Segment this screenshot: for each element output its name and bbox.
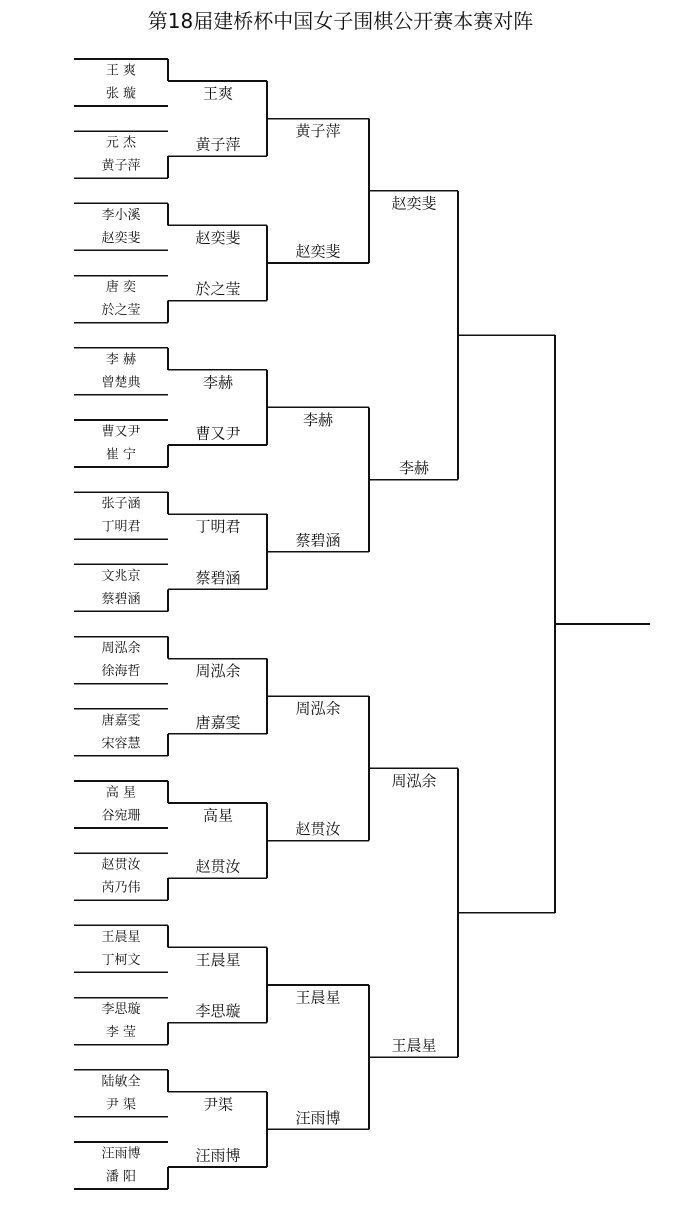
- r1-player-name: 丁柯文: [101, 952, 141, 968]
- r4-player-name: 赵奕斐: [391, 194, 437, 213]
- r1-player-name: 李小溪: [101, 207, 141, 223]
- r2-player-name: 高星: [202, 806, 234, 825]
- r1-player-name: 文兆京: [101, 568, 141, 584]
- r2-player-name: 汪雨博: [195, 1146, 241, 1165]
- r3-player-name: 王晨星: [295, 988, 341, 1007]
- r1-player-name: 曹又尹: [101, 424, 141, 440]
- r1-player-name: 张 璇: [105, 86, 137, 102]
- r2-player-name: 曹又尹: [195, 424, 241, 443]
- page-title: 第18届建桥杯中国女子围棋公开赛本赛对阵: [147, 9, 534, 33]
- r2-player-name: 王晨星: [195, 950, 241, 969]
- r1-player-name: 徐海哲: [101, 664, 141, 680]
- r3-player-name: 黄子萍: [295, 122, 341, 141]
- r1-player-name: 尹 渠: [105, 1097, 137, 1113]
- r2-player-name: 丁明君: [195, 517, 241, 536]
- r1-player-name: 赵奕斐: [101, 230, 141, 246]
- r3-player-name: 李赫: [302, 410, 334, 429]
- r1-player-name: 唐嘉雯: [101, 713, 141, 729]
- r2-player-name: 黄子萍: [195, 135, 241, 154]
- r2-player-name: 赵奕斐: [195, 228, 241, 247]
- r1-player-name: 丁明君: [101, 519, 141, 535]
- r1-player-name: 唐 奕: [105, 280, 137, 296]
- r1-player-name: 於之莹: [101, 303, 141, 319]
- r1-player-name: 张子涵: [101, 496, 141, 512]
- r4-player-name: 李赫: [398, 459, 430, 478]
- r3-player-name: 赵贯汝: [295, 820, 341, 839]
- r1-player-name: 蔡碧涵: [101, 591, 141, 607]
- r3-player-name: 汪雨博: [295, 1108, 341, 1127]
- r1-player-name: 李 赫: [105, 352, 137, 368]
- r1-player-name: 宋容慧: [101, 736, 141, 752]
- r2-player-name: 李思璇: [195, 1002, 241, 1021]
- r3-player-name: 周泓余: [295, 699, 341, 718]
- r1-player-name: 潘 阳: [105, 1169, 137, 1185]
- r2-player-name: 唐嘉雯: [195, 713, 241, 732]
- r2-player-name: 李赫: [202, 373, 234, 392]
- r2-player-name: 尹渠: [202, 1095, 234, 1114]
- r3-player-name: 赵奕斐: [295, 242, 341, 261]
- r1-player-name: 崔 宁: [105, 447, 137, 463]
- r1-player-name: 元 杰: [105, 135, 137, 151]
- r1-player-name: 黄子萍: [101, 158, 141, 174]
- r1-player-name: 李 莹: [105, 1025, 137, 1041]
- r2-player-name: 於之莹: [195, 280, 241, 299]
- r1-player-name: 汪雨博: [101, 1146, 141, 1162]
- r2-player-name: 周泓余: [195, 662, 241, 681]
- r4-player-name: 周泓余: [391, 771, 437, 790]
- r2-player-name: 赵贯汝: [195, 857, 241, 876]
- r2-player-name: 蔡碧涵: [195, 568, 241, 587]
- r2-player-name: 王爽: [202, 84, 234, 103]
- r1-player-name: 曾楚典: [101, 375, 141, 391]
- r1-player-name: 王晨星: [101, 929, 141, 945]
- r1-player-name: 周泓余: [101, 641, 141, 657]
- r1-player-name: 芮乃伟: [101, 880, 141, 896]
- r1-player-name: 王 爽: [105, 63, 137, 79]
- r4-player-name: 王晨星: [391, 1036, 437, 1055]
- r1-player-name: 高 星: [105, 785, 137, 801]
- r1-player-name: 谷宛珊: [101, 808, 141, 824]
- r1-player-name: 陆敏全: [101, 1074, 141, 1090]
- r1-player-name: 李思璇: [101, 1002, 141, 1018]
- r3-player-name: 蔡碧涵: [295, 531, 341, 550]
- r1-player-name: 赵贯汝: [101, 857, 141, 873]
